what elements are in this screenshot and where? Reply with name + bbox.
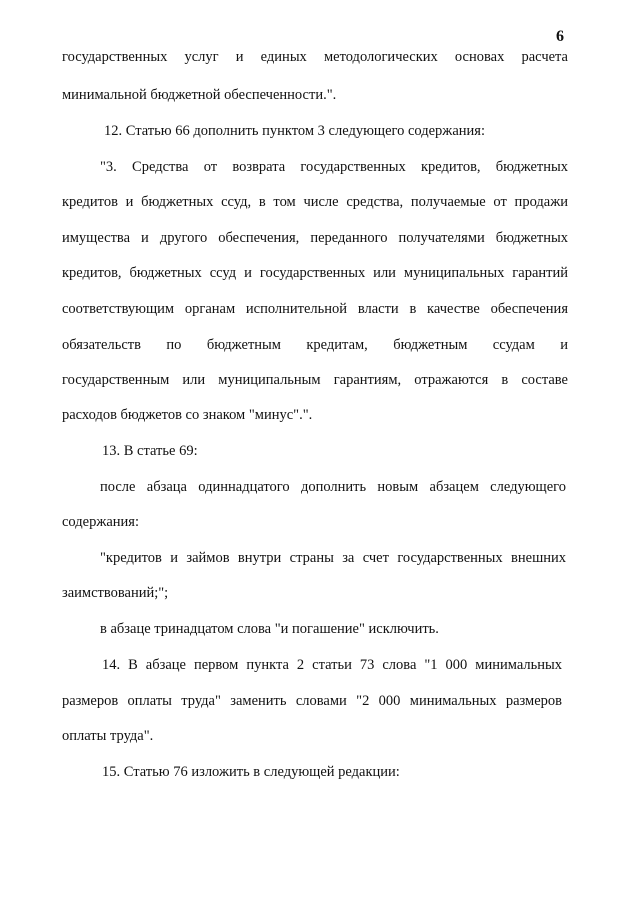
text-line: кредитов, бюджетных ссуд и государственных или муниципальных гарантий	[62, 265, 568, 281]
text-line: обязательств по бюджетным кредитам, бюджетным ссудам и	[62, 337, 568, 353]
text-line: имущества и другого обеспечения, переданного получателями бюджетных	[62, 230, 568, 246]
text-line: содержания:	[62, 514, 140, 530]
text-line: 15. Статью 76 изложить в следующей редакции:	[102, 764, 400, 780]
text-line: размеров оплаты труда" заменить словами "2 000 минимальных размеров	[62, 693, 562, 709]
text-line: расходов бюджетов со знаком "минус".".	[62, 407, 313, 423]
text-line: государственным или муниципальным гарантиям, отражаются в составе	[62, 372, 568, 388]
page-number: 6	[556, 28, 564, 45]
text-line: "3. Средства от возврата государственных кредитов, бюджетных	[100, 159, 568, 175]
text-line: заимствований;";	[62, 585, 169, 601]
text-line: 12. Статью 66 дополнить пунктом 3 следующего содержания:	[104, 123, 485, 139]
text-line: 14. В абзаце первом пункта 2 статьи 73 слова "1 000 минимальных	[102, 657, 562, 673]
text-line: в абзаце тринадцатом слова "и погашение" исключить.	[100, 621, 439, 637]
text-line: после абзаца одиннадцатого дополнить новым абзацем следующего	[100, 479, 566, 495]
text-line: государственных услуг и единых методологических основах расчета	[62, 49, 568, 65]
text-line: "кредитов и займов внутри страны за счет государственных внешних	[100, 550, 566, 566]
text-line: минимальной бюджетной обеспеченности.".	[62, 87, 337, 103]
text-line: соответствующим органам исполнительной власти в качестве обеспечения	[62, 301, 568, 317]
text-line: кредитов и бюджетных ссуд, в том числе средства, получаемые от продажи	[62, 194, 568, 210]
text-line: 13. В статье 69:	[102, 443, 198, 459]
text-line: оплаты труда".	[62, 728, 154, 744]
